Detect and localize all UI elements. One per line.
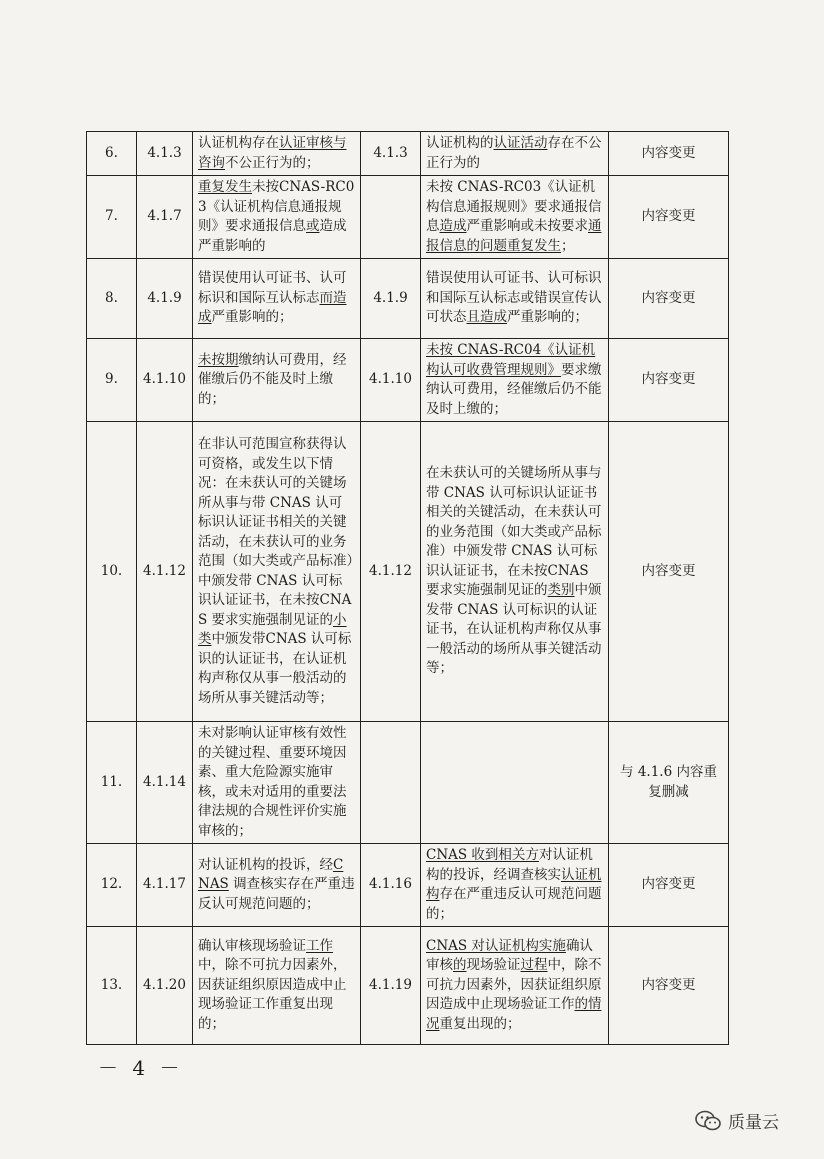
text-segment: CNAS 收到相关方 — [426, 847, 539, 863]
row-number: 13. — [87, 927, 137, 1045]
text-segment: 中，除不可抗力因素外，因获证组织原因造成中止现场验证工作 — [426, 957, 602, 1013]
new-clause: 4.1.3 — [361, 132, 421, 176]
remark-cell: 内容变更 — [609, 176, 729, 259]
old-clause: 4.1.7 — [137, 176, 193, 259]
text-segment: 在非认可范围宣称获得认可资格，或发生以下情况：在未获认可的关键场所从事与带 CNAS 认可标识认证证书相关的关键活动，在未获认可的业务范围（如大类或产品标准）中颁发带 CNAS 认可标识认证证书，在未按CNAS 要求实施强制见证的 — [198, 436, 354, 628]
text-segment: 重复发生 — [198, 179, 252, 195]
text-segment: 存在严重违反认可规范问题的； — [426, 886, 602, 922]
text-segment: 造成 — [439, 218, 467, 234]
text-segment: 不公正行为的； — [225, 154, 320, 171]
row-number: 8. — [87, 259, 137, 339]
row-number: 7. — [87, 176, 137, 259]
text-segment: 通报信息的问题重复发生 — [426, 218, 602, 254]
text-segment: 对认证机构的投诉，经调查核实 — [426, 847, 593, 883]
old-text — [193, 722, 361, 844]
watermark-label: 质量云 — [728, 1113, 779, 1133]
new-text — [421, 844, 609, 927]
text-segment: 现场验证 — [466, 957, 521, 974]
text-segment: 未按期 — [198, 351, 239, 368]
text-segment: CNAS — [198, 856, 344, 893]
text-segment: 认证机构的 — [426, 135, 494, 151]
remark-cell: 与 4.1.6 内容重复删减 — [609, 722, 729, 844]
text-segment: 存在不公正行为的 — [426, 135, 602, 171]
text-segment: 中颁发带CNAS 认可标识的认证证书，在认证机构声称仅从事一般活动的场所从事关键活动等； — [198, 631, 352, 706]
table-row — [87, 132, 729, 176]
text-segment: 小类 — [198, 611, 347, 647]
remark-cell: 内容变更 — [609, 339, 729, 422]
text-segment: 错误使用认可证书、认可标识和国际互认标志或错误宣传认可状态 — [426, 270, 602, 326]
table-row — [87, 722, 729, 844]
text-segment: 类别 — [547, 582, 575, 599]
old-text — [193, 339, 361, 422]
remark-cell: 内容变更 — [609, 422, 729, 722]
old-clause: 4.1.14 — [137, 722, 193, 844]
text-segment: 严重影响的； — [211, 309, 293, 326]
text-segment: 要求缴纳认可费用，经催缴后仍不能及时上缴的； — [426, 361, 602, 417]
text-segment: 缴纳认可费用，经催缴后仍不能及时上缴的； — [198, 351, 347, 407]
text-segment: 错误使用认可证书、认可标识和国际互认标志 — [198, 270, 347, 306]
old-clause: 4.1.12 — [137, 422, 193, 722]
text-segment: 或 — [306, 218, 320, 234]
comparison-table — [86, 131, 729, 1045]
text-segment: 的情况 — [426, 996, 602, 1032]
text-segment: 严重影响的； — [507, 309, 588, 326]
text-segment: 未对影响认证审核有效性的关键过程、重要环境因素、重大危险源实施审核，或未对适用的重要法律法规的合规性评价实施审核的； — [198, 725, 347, 839]
table-row — [87, 259, 729, 339]
remark-cell: 内容变更 — [609, 844, 729, 927]
text-segment: 造成严重影响的 — [198, 218, 347, 254]
old-clause: 4.1.10 — [137, 339, 193, 422]
text-segment: 确认审核 — [426, 937, 593, 974]
new-text — [421, 422, 609, 722]
old-text — [193, 844, 361, 927]
old-text — [193, 176, 361, 259]
text-segment: 造成 — [480, 309, 507, 326]
text-segment: 确认审核现场验证 — [198, 937, 306, 954]
text-segment: 认证机构存在 — [198, 135, 279, 151]
table-row — [87, 176, 729, 259]
new-clause — [361, 176, 421, 259]
text-segment: 过程 — [520, 957, 548, 974]
new-text — [421, 259, 609, 339]
text-segment: 认证审核与咨询 — [198, 135, 347, 171]
new-text — [421, 927, 609, 1045]
old-clause: 4.1.3 — [137, 132, 193, 176]
table-row — [87, 927, 729, 1045]
new-clause — [361, 722, 421, 844]
remark-cell: 内容变更 — [609, 927, 729, 1045]
wechat-icon — [694, 1110, 722, 1132]
text-segment: 而 — [319, 289, 333, 306]
text-segment: 的 — [453, 957, 467, 974]
old-text — [193, 259, 361, 339]
text-segment: 认证活动 — [493, 135, 548, 151]
text-segment: 未按CNAS-RC03《认证机构信息通报规则》要求通报信息 — [198, 179, 355, 234]
text-segment: 中颁发带 CNAS 认可标识的认证证书，在认证机构声称仅从事一般活动的场所从事关键活动等； — [426, 582, 602, 677]
new-clause: 4.1.10 — [361, 339, 421, 422]
text-segment: 未按 CNAS-RC03《认证机构信息通报规则》要求通报信息 — [426, 179, 602, 234]
row-number: 6. — [87, 132, 137, 176]
new-text — [421, 339, 609, 422]
text-segment: 未按 CNAS-RC04《认证机构认可收费管理规则》 — [426, 342, 596, 378]
old-clause: 4.1.9 — [137, 259, 193, 339]
text-segment: 严重影响或未按要求 — [466, 218, 588, 234]
text-segment: 工作 — [306, 937, 333, 954]
new-text — [421, 722, 609, 844]
old-text — [193, 422, 361, 722]
text-segment: CNAS 对认证机构实施 — [426, 937, 566, 954]
text-segment: 调查核实存在严重违反认可规范问题的； — [198, 876, 355, 912]
new-clause: 4.1.12 — [361, 422, 421, 722]
new-text — [421, 132, 609, 176]
remark-cell: 内容变更 — [609, 132, 729, 176]
table-row — [87, 422, 729, 722]
old-clause: 4.1.17 — [137, 844, 193, 927]
table-row — [87, 339, 729, 422]
watermark — [694, 1108, 779, 1133]
row-number: 12. — [87, 844, 137, 927]
text-segment: 造成 — [198, 289, 347, 326]
row-number: 9. — [87, 339, 137, 422]
new-clause: 4.1.16 — [361, 844, 421, 927]
page-number: － 4 － — [98, 1056, 184, 1080]
row-number: 11. — [87, 722, 137, 844]
new-clause: 4.1.9 — [361, 259, 421, 339]
text-segment: 认证机构 — [426, 866, 602, 902]
old-clause: 4.1.20 — [137, 927, 193, 1045]
remark-cell: 内容变更 — [609, 259, 729, 339]
table-row — [87, 844, 729, 927]
new-clause: 4.1.19 — [361, 927, 421, 1045]
text-segment: 对认证机构的投诉，经 — [198, 856, 333, 873]
new-text — [421, 176, 609, 259]
old-text — [193, 132, 361, 176]
text-segment: ； — [561, 237, 575, 254]
old-text — [193, 927, 361, 1045]
row-number: 10. — [87, 422, 137, 722]
text-segment: 且 — [466, 309, 480, 326]
text-segment: 在未获认可的关键场所从事与带 CNAS 认可标识认证证书相关的关键活动，在未获认可的业务范围（如大类或产品标准）中颁发带 CNAS 认可标识认证证书，在未按CNAS 要求实施强制见证的 — [426, 465, 602, 599]
text-segment: 中，除不可抗力因素外，因获证组织原因造成中止现场验证工作重复出现的； — [198, 957, 347, 1032]
text-segment: 重复出现的； — [439, 1015, 521, 1032]
